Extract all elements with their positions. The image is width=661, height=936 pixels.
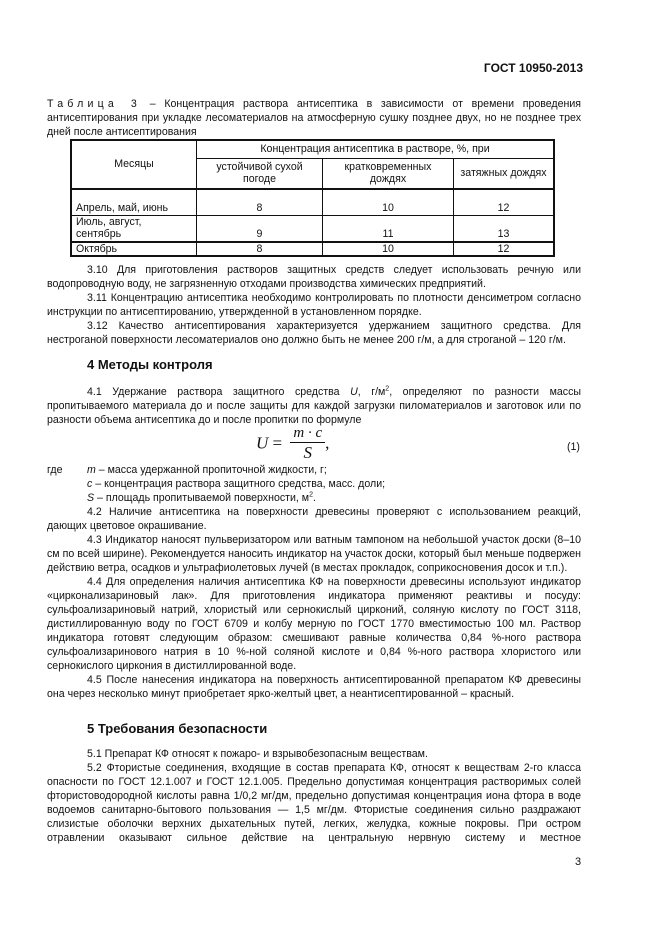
formula-1: U = $\frac{m \cdot c}{S}$ , xyxy=(256,425,330,462)
header-dry-weather: устойчивой сухой погоде xyxy=(197,158,323,189)
cell-value: 12 xyxy=(454,189,555,215)
where-label: где xyxy=(47,464,63,476)
page-number: 3 xyxy=(575,856,582,868)
table-caption xyxy=(47,97,581,139)
cell-value: 10 xyxy=(323,242,454,257)
section-4-clauses xyxy=(47,505,581,701)
concentration-table xyxy=(70,139,555,257)
document-code-header: ГОСТ 10950-2013 xyxy=(483,61,583,75)
clause-4-5: 4.5 После нанесения индикатора на поверхность антисептированной препаратом КФ древесины она через несколько минут приобретает ярко-желтый цвет, а неантисептированной – красный. xyxy=(47,674,581,700)
header-months: Месяцы xyxy=(71,140,197,189)
section-5-clauses xyxy=(47,747,581,845)
clause-3-10: 3.10 Для приготовления растворов защитных средств следует использовать речную или водопроводную воду, не загрязненную отходами производства химических предприятий. xyxy=(47,264,581,290)
clause-4-2: 4.2 Наличие антисептика на поверхности древесины проверяют с использованием реакций, дающих цветовое окрашивание. xyxy=(47,506,581,532)
numerator: m · c xyxy=(290,424,325,443)
variable-u: U xyxy=(350,386,358,398)
section-5-heading: 5 Требования безопасности xyxy=(87,721,268,736)
table-caption-text: – Концентрация раствора антисептика в зависимости от времени проведения антисептирования при укладке лесоматериалов на атмосферную сушку позднее двух, но не позднее трех дней после антисептирования xyxy=(47,98,582,138)
clause-4-1: 4.1 Удержание раствора защитного средства U, $г/м^2$, определяют по разности массы пропитываемого материала до и после защиты для каждой загрузки пиломатериалов и заготовок или по разности объема антисептика до и после пропитки по формуле xyxy=(47,385,581,426)
cell-value: 11 xyxy=(323,215,454,242)
table-row xyxy=(71,242,554,257)
cell-month: Июль, август, сентябрь xyxy=(71,215,197,242)
clause-5-1: 5.1 Препарат КФ относят к пожаро- и взрывобезопасным веществам. xyxy=(87,748,428,760)
clause-3-12: 3.12 Качество антисептирования характеризуется удержанием защитного средства. Для нестроганой поверхности лесоматериалов оно должно быть не менее 200 г/м, а для строганой – 120 г/м. xyxy=(47,320,581,346)
table-caption-label: Таблица 3 xyxy=(47,98,141,110)
cell-value: 13 xyxy=(454,215,555,242)
denominator: S xyxy=(303,443,312,462)
cell-value: 8 xyxy=(197,189,323,215)
equation-number: (1) xyxy=(567,441,580,453)
section-4-heading: 4 Методы контроля xyxy=(87,357,213,372)
clause-3-11: 3.11 Концентрацию антисептика необходимо контролировать по плотности денсиметром согласно инструкции по антисептированию, утвержденной в установленном порядке. xyxy=(47,292,581,318)
clause-4-4: 4.4 Для определения наличия антисептика КФ на поверхности древесины используют индикатор «цирконализариновый лак». Для приготовления индикатора применяют реактивы и посуду: сульфоализариновый натрий, хлористый или сернокислый цирконий, соляную кислоту по ГОСТ 3118, дистиллированную воду по ГОСТ 6709 и колбу мерную по ГОСТ 1770 вместимостью 100 мл. Раствор индикатора готовят следующим образом: смешивают равные количества 0,84 %-ного раствора сульфоализаринового натрия в 10 %-ной соляной кислоте и 0,84 %-ного раствора хлористого или сернокислого циркония в дистиллированной воде. xyxy=(47,576,581,672)
cell-value: 8 xyxy=(197,242,323,257)
header-long-rains: затяжных дождях xyxy=(454,158,555,189)
table-row xyxy=(71,189,554,215)
cell-month: Октябрь xyxy=(71,242,197,257)
cell-value: 12 xyxy=(454,242,555,257)
section-3-clauses xyxy=(47,263,581,347)
fraction xyxy=(290,424,325,463)
cell-value: 10 xyxy=(323,189,454,215)
cell-month: Апрель, май, июнь xyxy=(71,189,197,215)
cell-value: 9 xyxy=(197,215,323,242)
formula-legend: где m – масса удержанной пропиточной жидкости, г; c – концентрация раствора защитного средства, масс. доли; S – площадь пропитываемой поверхности, $м^2$. xyxy=(47,464,386,504)
clause-4-3: 4.3 Индикатор наносят пульверизатором или ватным тампоном на небольшой участок доски (8–10 см по всей ширине). Рекомендуется наносить индикатор на участок доски, который был меньше подвержен действию ветра, осадков и ультрафиолетовых лучей (в местах прокладок, соприкосновения досок и т.п.). xyxy=(47,534,581,574)
header-short-rains: кратковременных дождях xyxy=(323,158,454,189)
clause-5-2: 5.2 Фтористые соединения, входящие в состав препарата КФ, относят к веществам 2-го класса опасности по ГОСТ 12.1.007 и ГОСТ 12.1.005. Предельно допустимая концентрация растворимых солей фтористоводородной кислоты равна 1/0,2 мг/дм, предельно допустимая концентрация иона фтора в воде водоемов санитарно-бытового пользования — 1,5 мг/дм. Фтористые соединения сильно раздражают слизистые оболочки верхних дыхательных путей, легких, желудка, кожные покровы. При остром отравлении оказывают сильное действие на центральную нервную систему и местное xyxy=(47,762,581,844)
table-row xyxy=(71,215,554,242)
header-concentration-group: Концентрация антисептика в растворе, %, при xyxy=(197,140,555,158)
